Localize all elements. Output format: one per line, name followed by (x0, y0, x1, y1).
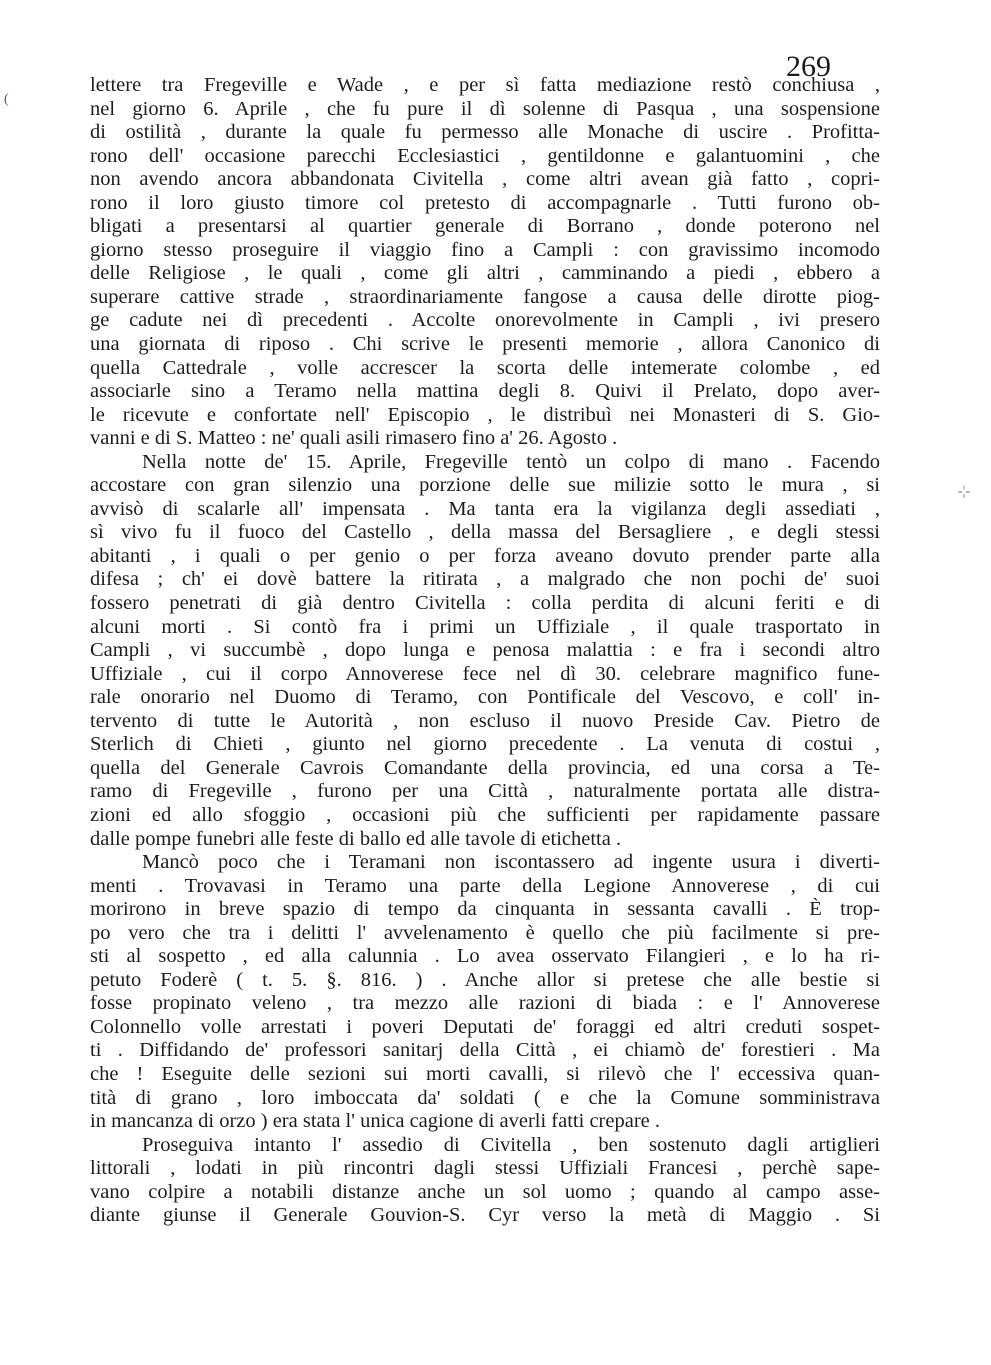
text-line: avvisò di scalarle all' impensata . Ma tanta era la vigilanza degli assediati , (90, 497, 880, 520)
text-line: ge cadute nei dì precedenti . Accolte onorevolmente in Campli , ivi presero (90, 309, 880, 332)
text-line: tervento di tutte le Autorità , non escluso il nuovo Preside Cav. Pietro de (90, 709, 880, 732)
text-line: fosse propinato veleno , tra mezzo alle razioni di biada : e l' Annoverese (90, 992, 880, 1015)
text-line: ramo di Fregeville , furono per una Città , naturalmente portata alle distra- (90, 780, 880, 803)
text-line: difesa ; ch' ei dovè battere la ritirata , a malgrado che non pochi de' suoi (90, 568, 880, 591)
text-line: una giornata di riposo . Chi scrive le presenti memorie , allora Canonico di (90, 333, 880, 356)
text-line: quella del Generale Cavrois Comandante della provincia, ed una corsa a Te- (90, 756, 880, 779)
text-line: alcuni morti . Si contò fra i primi un Uffiziale , il quale trasportato in (90, 615, 880, 638)
body-text (90, 74, 880, 1228)
text-line: vano colpire a notabili distanze anche un sol uomo ; quando al campo asse- (90, 1180, 880, 1203)
text-line: abitanti , i quali o per genio o per forza aveano dovuto prender parte alla (90, 544, 880, 567)
text-line: vanni e di S. Matteo : ne' quali asili rimasero fino a' 26. Agosto . (90, 427, 618, 450)
text-line: giorno stesso proseguire il viaggio fino a Campli : con gravissimo incomodo (90, 238, 880, 261)
text-line: di ostilità , durante la quale fu permesso alle Monache di uscire . Profitta- (90, 121, 880, 144)
text-line: ti . Diffidando de' professori sanitarj della Città , ei chiamò de' forestieri . Ma (90, 1039, 880, 1062)
text-line: zioni ed allo sfoggio , occasioni più che sufficienti per rapidamente passare (90, 803, 880, 826)
text-line: Proseguiva intanto l' assedio di Civitella , ben sostenuto dagli artiglieri (142, 1133, 880, 1156)
text-line: Uffiziale , cui il corpo Annoverese fece nel dì 30. celebrare magnifico fune- (90, 662, 880, 685)
margin-mark-left: ( (4, 92, 9, 107)
text-line: menti . Trovavasi in Teramo una parte della Legione Annoverese , di cui (90, 874, 880, 897)
text-line: in mancanza di orzo ) era stata l' unica cagione di averli fatti crepare . (90, 1110, 660, 1133)
text-line: sti al sospetto , ed alla calunnia . Lo avea osservato Filangieri , e lo ha ri- (90, 945, 880, 968)
margin-mark-right: -¦- (958, 484, 971, 499)
text-line: non avendo ancora abbandonata Civitella , come altri avean già fatto , copri- (90, 168, 880, 191)
text-line: nel giorno 6. Aprile , che fu pure il dì solenne di Pasqua , una sospensione (90, 97, 880, 120)
text-line: po vero che tra i delitti l' avvelenamento è quello che più facilmente si pre- (90, 921, 880, 944)
text-line: rono il loro giusto timore col pretesto di accompagnarle . Tutti furono ob- (90, 191, 880, 214)
text-line: bligati a presentarsi al quartier generale di Borrano , donde poterono nel (90, 215, 880, 238)
text-line: Nella notte de' 15. Aprile, Fregeville tentò un colpo di mano . Facendo (142, 450, 880, 473)
text-line: le ricevute e confortate nell' Episcopio , le distribuì nei Monasteri di S. Gio- (90, 403, 880, 426)
text-line: Campli , vi succumbè , dopo lunga e penosa malattia : e fra i secondi altro (90, 639, 880, 662)
text-line: Sterlich di Chieti , giunto nel giorno precedente . La venuta di costui , (90, 733, 880, 756)
text-line: rale onorario nel Duomo di Teramo, con Pontificale del Vescovo, e coll' in- (90, 686, 880, 709)
text-line: petuto Foderè ( t. 5. §. 816. ) . Anche allor si pretese che alle bestie si (90, 968, 880, 991)
text-line: superare cattive strade , straordinariamente fangose a causa delle dirotte piog- (90, 285, 880, 308)
text-line: rono dell' occasione parecchi Ecclesiastici , gentildonne e galantuomini , che (90, 144, 880, 167)
text-line: accostare con gran silenzio una porzione delle sue milizie sotto le mura , si (90, 474, 880, 497)
text-line: delle Religiose , le quali , come gli altri , camminando a piedi , ebbero a (90, 262, 880, 285)
text-line: quella Cattedrale , volle accrescer la scorta delle intemerate colombe , ed (90, 356, 880, 379)
text-line: dalle pompe funebri alle feste di ballo ed alle tavole di etichetta . (90, 827, 622, 850)
text-line: sì vivo fu il fuoco del Castello , della massa del Bersagliere , e degli stessi (90, 521, 880, 544)
text-line: Colonnello volle arrestati i poveri Deputati de' foraggi ed altri creduti sospet- (90, 1015, 880, 1038)
text-line: morirono in breve spazio di tempo da cinquanta in sessanta cavalli . È trop- (90, 898, 880, 921)
text-line: lettere tra Fregeville e Wade , e per sì fatta mediazione restò conchiusa , (90, 74, 880, 96)
text-line: tità di grano , loro imboccata da' soldati ( e che la Comune somministrava (90, 1086, 880, 1109)
text-line: che ! Eseguite delle sezioni sui morti cavalli, si rilevò che l' eccessiva quan- (90, 1062, 880, 1085)
page-number: 269 (786, 50, 831, 83)
text-line: associarle sino a Teramo nella mattina degli 8. Quivi il Prelato, dopo aver- (90, 380, 880, 403)
text-line: fossero penetrati di già dentro Civitella : colla perdita di alcuni feriti e di (90, 592, 880, 615)
text-line: Mancò poco che i Teramani non iscontassero ad ingente usura i diverti- (142, 851, 880, 874)
text-line: littorali , lodati in più rincontri dagli stessi Uffiziali Francesi , perchè sape- (90, 1157, 880, 1180)
text-line: diante giunse il Generale Gouvion-S. Cyr verso la metà di Maggio . Si (90, 1204, 880, 1227)
